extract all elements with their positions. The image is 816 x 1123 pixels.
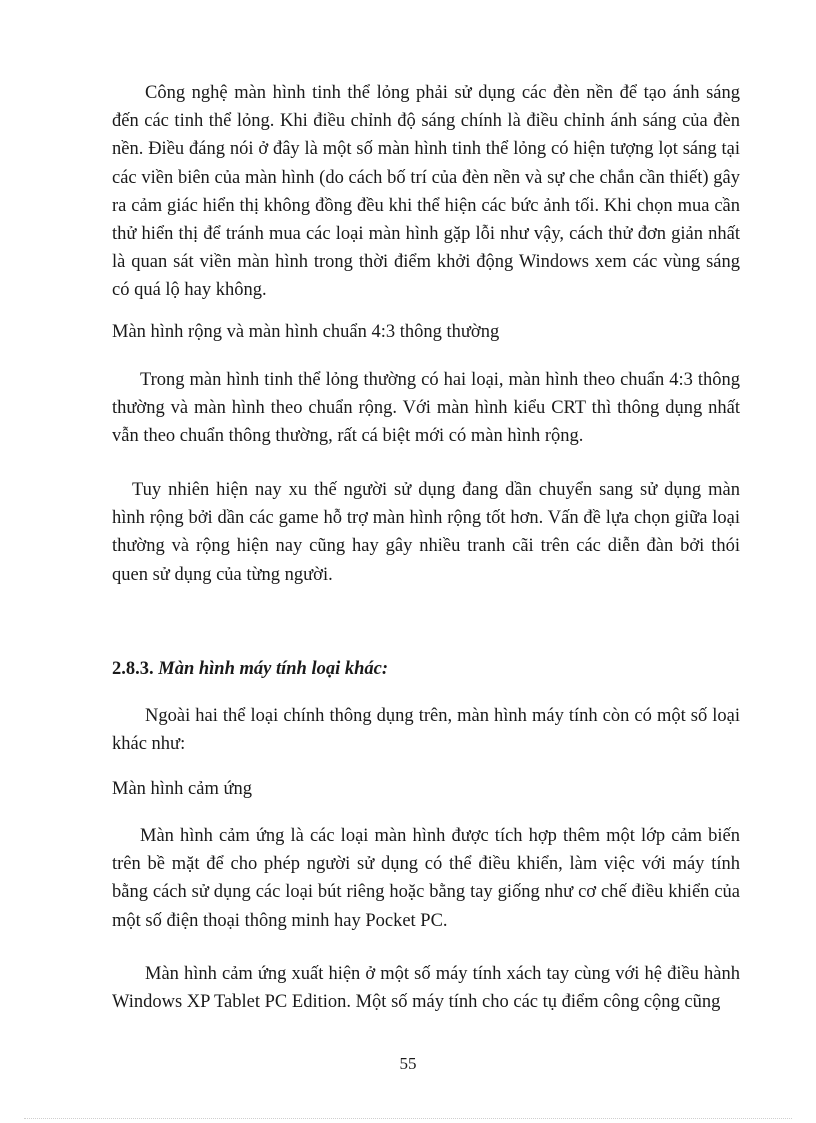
paragraph-screen-types: Trong màn hình tinh thể lỏng thường có hai loại, màn hình theo chuẩn 4:3 thông thường và màn hình theo chuẩn rộng. Với màn hình kiểu CRT thì thông dụng nhất vẫn theo chuẩn thông thường, rất cá biệt mới có màn hình rộng. xyxy=(112,370,740,447)
paragraph-touchscreen-usage: Màn hình cảm ứng xuất hiện ở một số máy tính xách tay cùng với hệ điều hành Windows XP Tablet PC Edition. Một số máy tính cho các tụ điểm công cộng cũng xyxy=(112,964,740,1013)
section-title: Màn hình máy tính loại khác: xyxy=(158,659,389,679)
section-heading xyxy=(112,655,388,683)
section-number: 2.8.3. xyxy=(112,659,154,679)
subheading-widescreen: Màn hình rộng và màn hình chuẩn 4:3 thông thường xyxy=(112,322,500,342)
page-number: 55 xyxy=(399,1054,417,1073)
subheading-touchscreen: Màn hình cảm ứng xyxy=(112,779,253,799)
page-bottom-divider xyxy=(24,1118,792,1119)
paragraph-widescreen-trend: Tuy nhiên hiện nay xu thế người sử dụng đang dần chuyển sang sử dụng màn hình rộng bởi dần các game hỗ trợ màn hình rộng tốt hơn. Vấn đề lựa chọn giữa loại thường và rộng hiện nay cũng hay gây nhiều tranh cãi trên các diễn đàn bởi thói quen sử dụng của từng người. xyxy=(112,480,740,585)
paragraph-lcd-backlight: Công nghệ màn hình tinh thể lỏng phải sử dụng các đèn nền để tạo ánh sáng đến các tinh thể lỏng. Khi điều chỉnh độ sáng chính là điều chỉnh ánh sáng của đèn nền. Điều đáng nói ở đây là một số màn hình tinh thể lỏng có hiện tượng lọt sáng tại các viền biên của màn hình (do cách bố trí của đèn nền và sự che chắn cần thiết) gây ra cảm giác hiển thị không đồng đều khi thể hiện các bức ảnh tối. Khi chọn mua cần thử hiển thị để tránh mua các loại màn hình gặp lỗi như vậy, cách thử đơn giản nhất là quan sát viền màn hình trong thời điểm khởi động Windows xem các vùng sáng có quá lộ hay không. xyxy=(112,83,740,301)
paragraph-other-types: Ngoài hai thể loại chính thông dụng trên, màn hình máy tính còn có một số loại khác như: xyxy=(112,706,740,755)
paragraph-touchscreen-definition: Màn hình cảm ứng là các loại màn hình được tích hợp thêm một lớp cảm biến trên bề mặt để cho phép người sử dụng có thể điều khiển, làm việc với máy tính bằng cách sử dụng các loại bút riêng hoặc bằng tay giống như cơ chế điều khiển của một số điện thoại thông minh hay Pocket PC. xyxy=(112,826,740,931)
